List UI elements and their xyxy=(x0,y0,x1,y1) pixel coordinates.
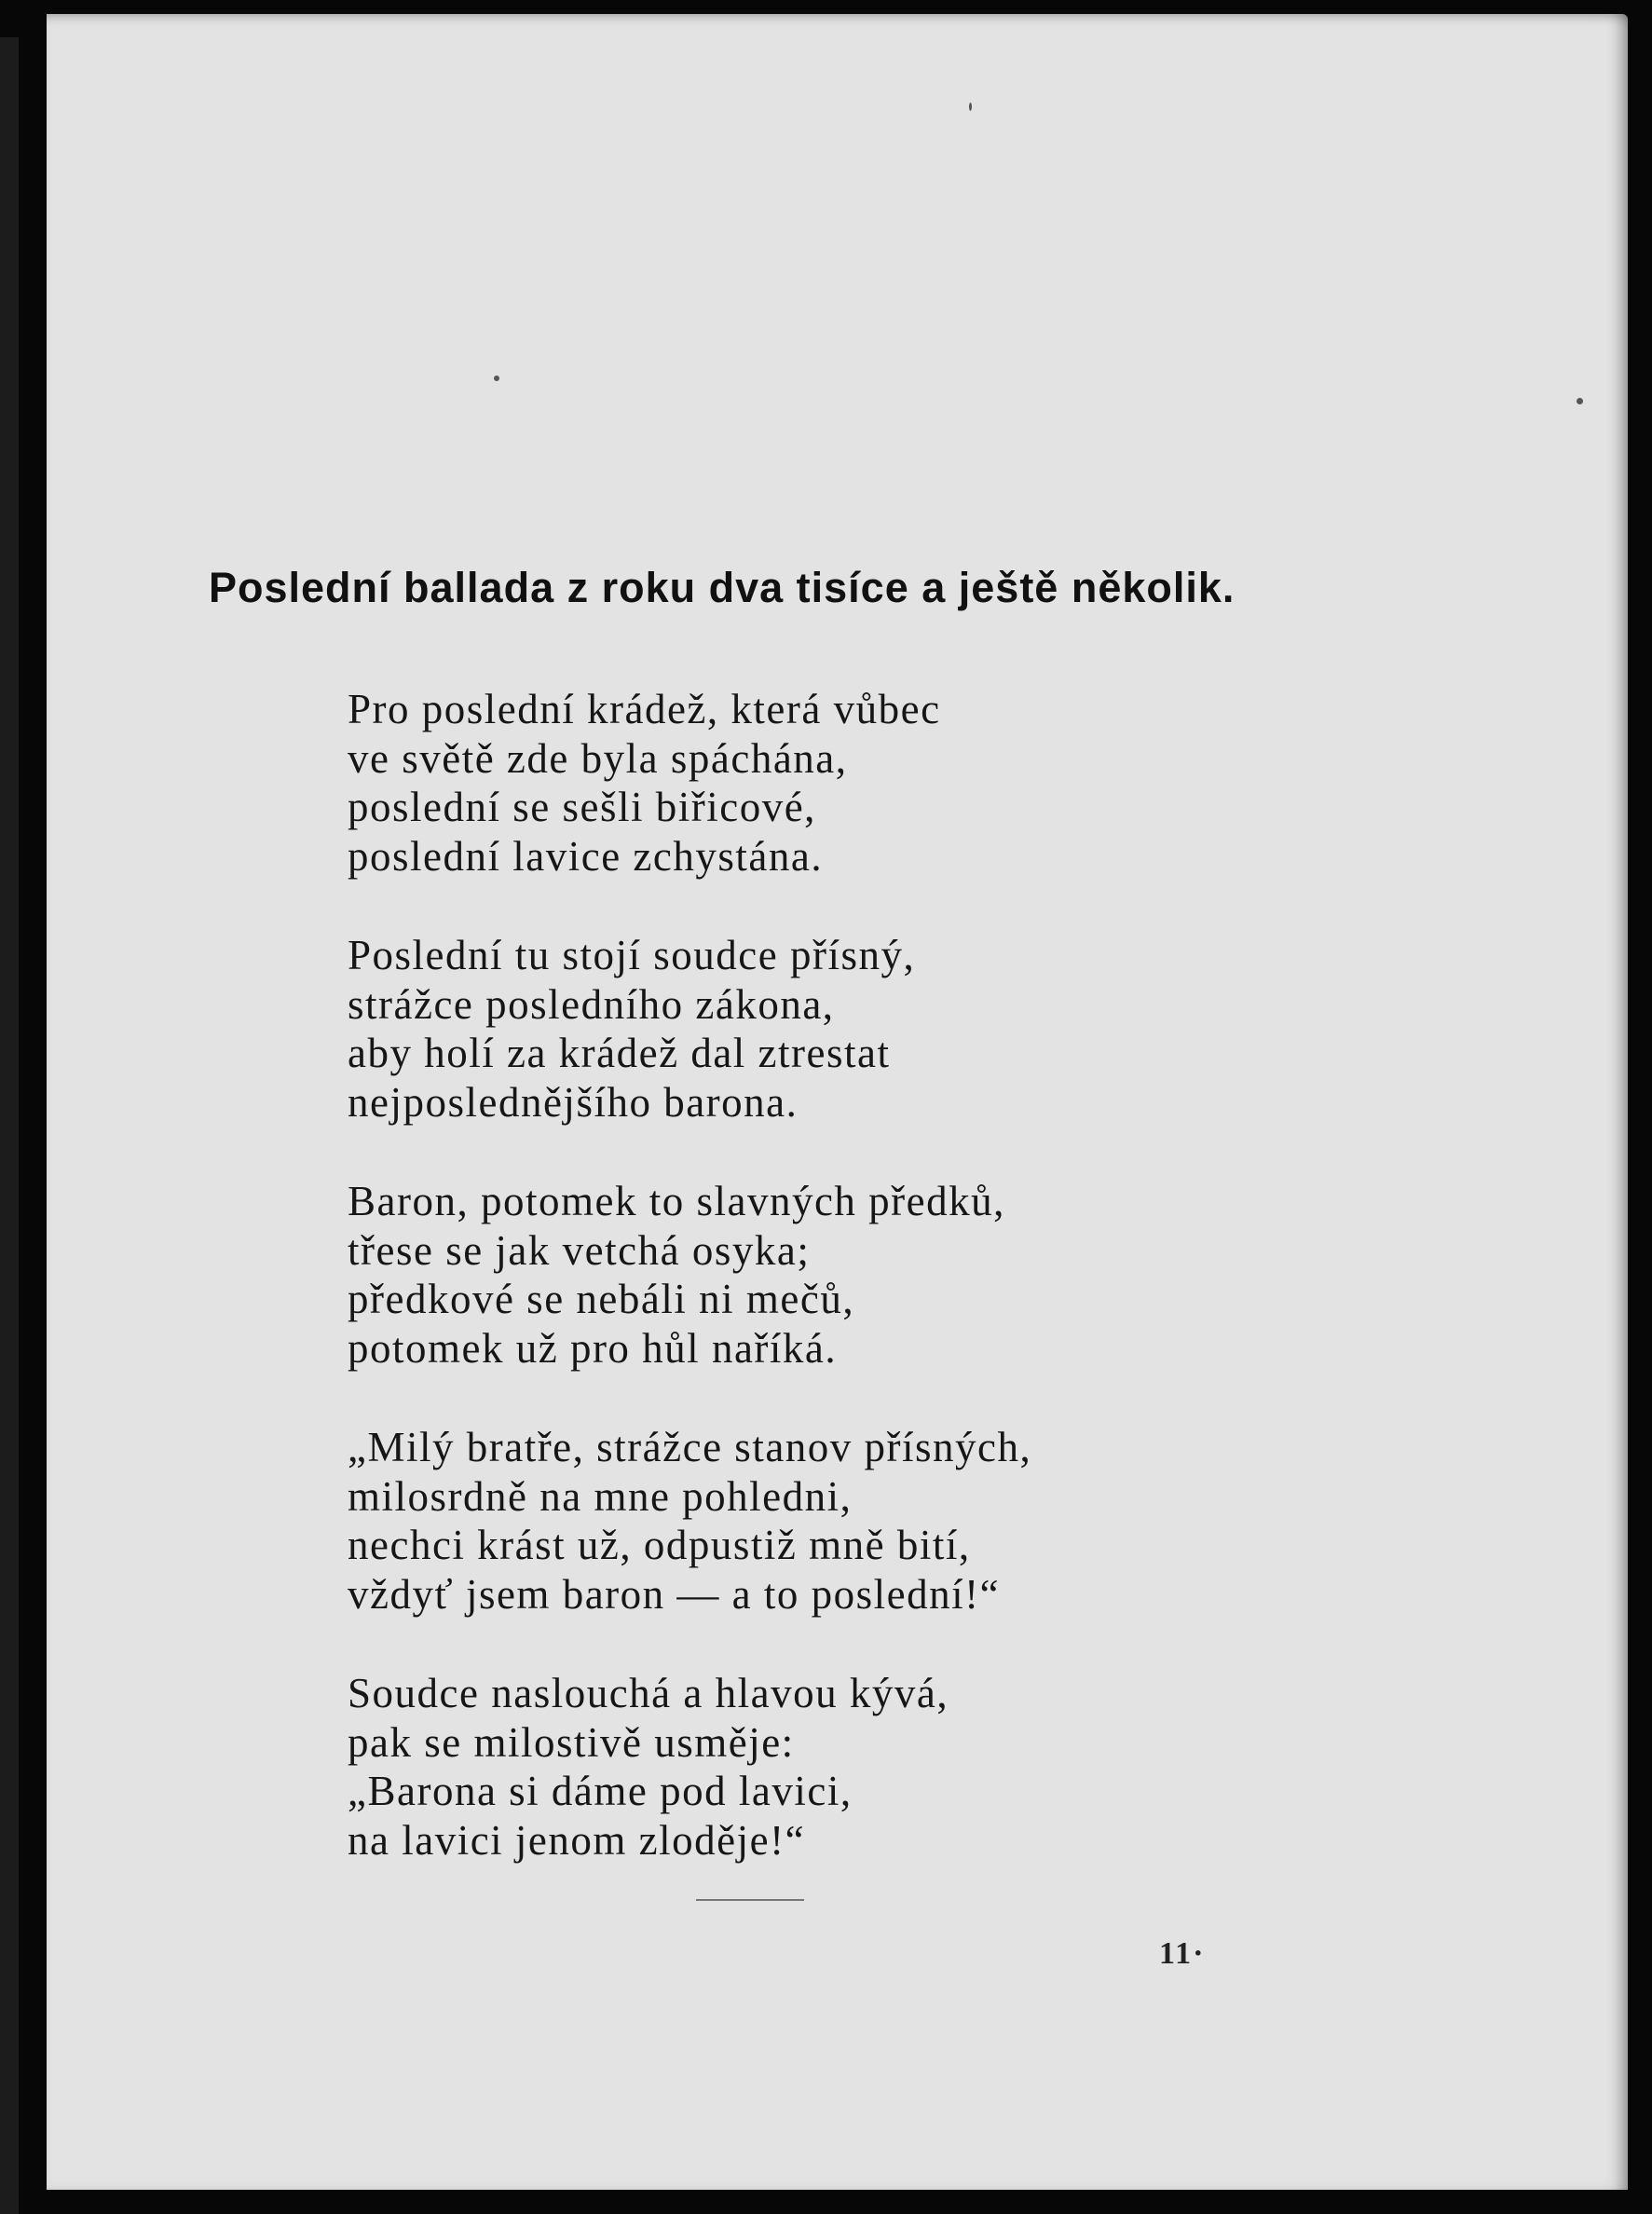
verse-line: třese se jak vetchá osyka; xyxy=(348,1226,811,1274)
stanza-5 xyxy=(348,1669,1031,1865)
verse-line: strážce posledního zákona, xyxy=(348,980,835,1028)
verse-line: poslední se sešli biřicové, xyxy=(348,784,816,830)
paper-speck xyxy=(1577,398,1583,404)
verse-line: „Barona si dáme pod lavici, xyxy=(348,1768,853,1814)
verse-line: nejposlednějšího barona. xyxy=(348,1078,799,1126)
verse-line: nechci krást už, odpustiž mně bití, xyxy=(348,1522,971,1568)
stanza-3 xyxy=(348,1177,1031,1373)
verse-line: aby holí za krádež dal ztrestat xyxy=(348,1030,891,1076)
previous-page-edge xyxy=(0,37,19,2214)
page-content xyxy=(47,14,1628,2190)
verse-line: „Milý bratře, strážce stanov přísných, xyxy=(348,1424,1032,1470)
verse-line: vždyť jsem baron — a to poslední!“ xyxy=(348,1570,1001,1618)
page-number: 11· xyxy=(1159,1936,1206,1971)
verse-line: milosrdně na mne pohledni, xyxy=(348,1472,853,1520)
poem-body xyxy=(348,685,1031,1915)
verse-line: Baron, potomek to slavných předků, xyxy=(348,1178,1005,1224)
stanza-4 xyxy=(348,1423,1031,1619)
verse-line: Poslední tu stojí soudce přísný, xyxy=(348,932,916,978)
verse-line: poslední lavice zchystána. xyxy=(348,832,824,880)
stanza-2 xyxy=(348,931,1031,1127)
paper-speck xyxy=(494,376,499,381)
verse-line: pak se milostivě usměje: xyxy=(348,1718,795,1766)
verse-line: předkové se nebáli ni mečů, xyxy=(348,1276,855,1322)
paper-speck xyxy=(969,102,972,111)
verse-line: ve světě zde byla spáchána, xyxy=(348,734,848,782)
closing-rule xyxy=(696,1899,804,1901)
poem-title: Poslední ballada z roku dva tisíce a ještě několik. xyxy=(209,564,1236,611)
stanza-1 xyxy=(348,685,1031,881)
verse-line: na lavici jenom zloděje!“ xyxy=(348,1816,806,1864)
verse-line: potomek už pro hůl naříká. xyxy=(348,1324,838,1372)
verse-line: Soudce naslouchá a hlavou kývá, xyxy=(348,1670,949,1716)
book-page xyxy=(47,14,1628,2190)
verse-line: Pro poslední krádež, která vůbec xyxy=(348,686,941,732)
